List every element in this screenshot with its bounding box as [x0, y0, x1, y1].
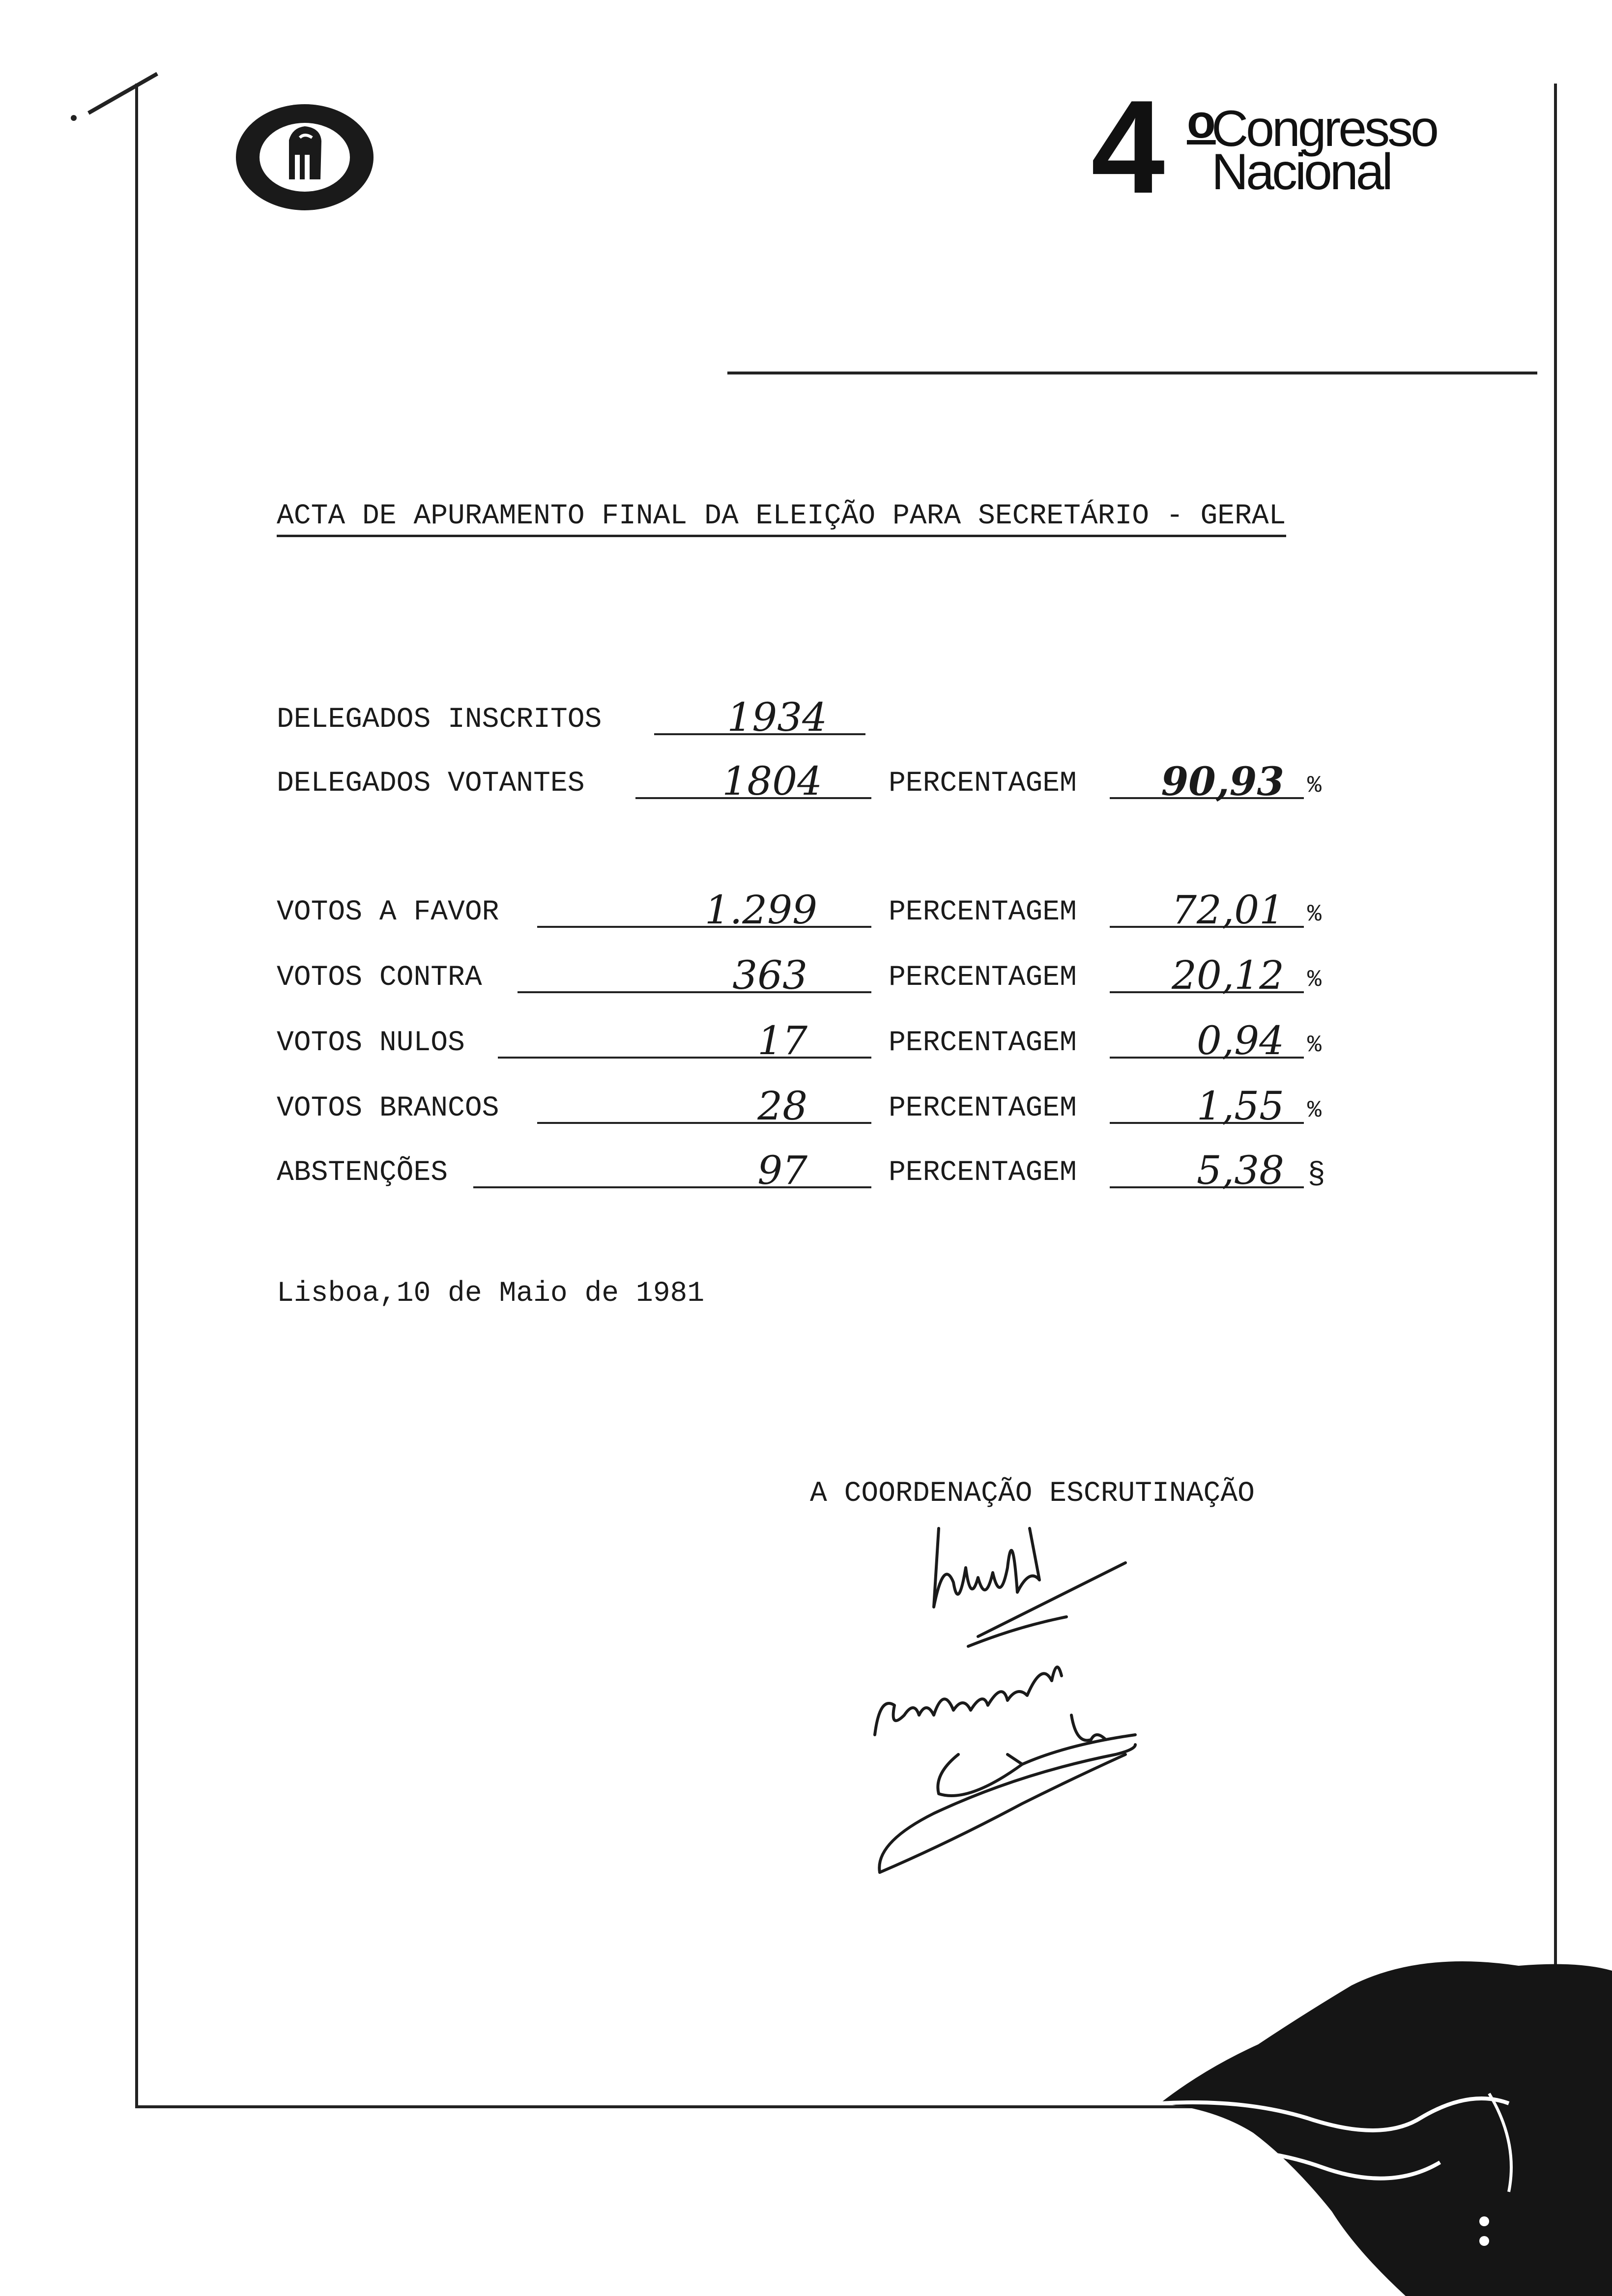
percent-symbol: % [1307, 1032, 1322, 1059]
row-label: VOTOS CONTRA [277, 962, 482, 994]
percent-label: PERCENTAGEM [889, 1092, 1077, 1124]
handwritten-percent: 5,38 [1196, 1148, 1284, 1193]
congress-number: 4 [1091, 73, 1162, 221]
percent-label: PERCENTAGEM [889, 896, 1077, 928]
handwritten-signatures [860, 1499, 1214, 1902]
row-contra [277, 952, 1358, 998]
percent-label: PERCENTAGEM [889, 1157, 1077, 1189]
handwritten-percent: 72,01 [1171, 887, 1284, 933]
handwritten-value: 28 [757, 1083, 807, 1129]
percent-symbol: % [1307, 967, 1322, 993]
row-label: ABSTENÇÕES [277, 1157, 448, 1189]
percent-label: PERCENTAGEM [889, 962, 1077, 994]
row-nulos [277, 1018, 1358, 1063]
handwritten-value: 1.299 [704, 887, 817, 933]
row-label: VOTOS A FAVOR [277, 896, 499, 928]
row-votantes [277, 758, 1358, 804]
row-label: DELEGADOS INSCRITOS [277, 704, 602, 736]
handwritten-percent: 20,12 [1171, 952, 1284, 998]
handwritten-percent: 0,94 [1196, 1018, 1284, 1063]
row-inscritos [277, 694, 1358, 740]
congress-ordinal: o [1187, 95, 1216, 148]
percent-symbol: § [1307, 1157, 1326, 1192]
handwritten-value: 1804 [722, 758, 822, 804]
dateline: Lisboa,10 de Maio de 1981 [277, 1278, 705, 1310]
percent-symbol: % [1307, 1097, 1322, 1124]
handwritten-value: 363 [732, 952, 807, 998]
percent-symbol: % [1307, 901, 1322, 928]
handwritten-value: 1934 [727, 694, 827, 740]
handwritten-value: 97 [757, 1148, 807, 1193]
header-rule [727, 372, 1537, 374]
party-logo [231, 101, 378, 214]
frame-left-border [135, 84, 138, 2108]
row-favor [277, 887, 1358, 933]
row-abstencoes [277, 1148, 1358, 1193]
row-label: DELEGADOS VOTANTES [277, 768, 585, 800]
decorative-swoosh [1145, 1956, 1612, 2296]
document-title: ACTA DE APURAMENTO FINAL DA ELEIÇÃO PARA SECRETÁRIO - GERAL [277, 499, 1286, 537]
row-label: VOTOS NULOS [277, 1027, 465, 1059]
row-label: VOTOS BRANCOS [277, 1092, 499, 1124]
frame-right-border [1554, 84, 1557, 1976]
signatory-caption: A COORDENAÇÃO ESCRUTINAÇÃO [810, 1478, 1255, 1510]
handwritten-value: 17 [757, 1018, 807, 1063]
congress-line-2: Nacional [1211, 144, 1391, 201]
congress-line-1: Congresso [1211, 100, 1437, 157]
handwritten-percent: 90,93 [1161, 758, 1284, 804]
row-brancos [277, 1083, 1358, 1129]
handwritten-percent: 1,55 [1196, 1083, 1284, 1129]
percent-symbol: % [1307, 773, 1322, 799]
percent-label: PERCENTAGEM [889, 768, 1077, 800]
pen-mark [64, 64, 162, 123]
percent-label: PERCENTAGEM [889, 1027, 1077, 1059]
